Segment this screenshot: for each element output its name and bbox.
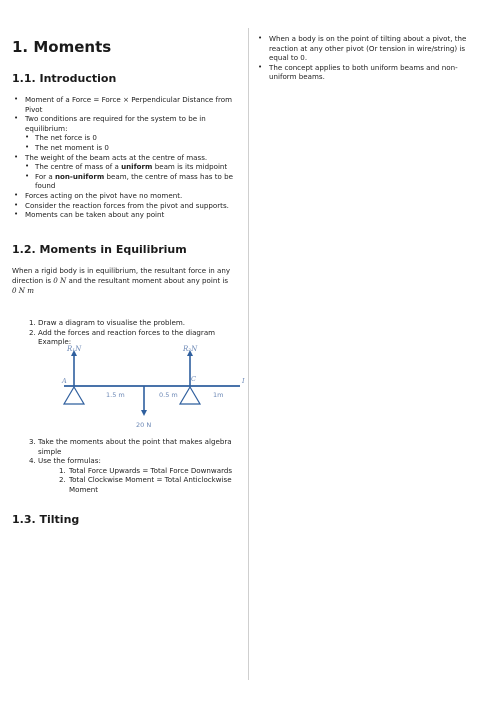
label-point-a: A [62,377,67,385]
list-item: 2. Total Clockwise Moment = Total Anticlockwise Moment [59,475,232,494]
list-item: • The concept applies to both uniform beams and non-uniform beams. [256,63,477,82]
list-item: 4. Use the formulas: [29,456,101,466]
label-weight: 20 N [136,421,152,429]
page-title: 1. Moments [12,38,112,56]
list-item: • When a body is on the point of tilting about a pivot, the reaction at any other pivot (Or tension in wire/string) is equal to 0. [256,34,477,63]
list-item: • The net moment is 0 [12,143,238,153]
tilting-list [256,34,480,82]
list-item: • For a non-uniform beam, the centre of mass has to be found [12,172,238,191]
list-item: • The net force is 0 [12,133,238,143]
list-item: 3. Take the moments about the point that makes algebra simple [29,437,232,456]
list-item: 2. Add the forces and reaction forces to the diagram [29,327,216,337]
pivot-a [64,387,84,404]
section-title-tilting: 1.3. Tilting [12,513,80,526]
label-point-c: C [191,375,196,383]
beam-diagram [12,343,252,433]
label-point-end: I [242,377,245,385]
example-label: Example: [38,337,72,347]
pivot-c [180,387,200,404]
list-item: • Moments can be taken about any point [12,210,238,220]
list-item: • Consider the reaction forces from the pivot and supports. [12,201,238,211]
list-item: • Two conditions are required for the system to be in equilibrium: [12,114,238,133]
equilibrium-paragraph: When a rigid body is in equilibrium, the resultant force in any direction is 0 N and the resultant moment about any point is 0 N m [12,266,231,295]
label-distance-3: 1m [213,391,224,399]
list-item: 1. Draw a diagram to visualise the problem. [29,318,185,327]
label-distance-2: 0.5 m [159,391,178,399]
list-item: • Forces acting on the pivot have no moment. [12,191,238,201]
label-distance-1: 1.5 m [106,391,125,399]
weight-arrowhead [141,410,147,416]
list-item: • The weight of the beam acts at the centre of mass. [12,153,238,163]
list-item: 1. Total Force Upwards = Total Force Downwards [59,465,233,475]
label-r2: R₂N [183,345,198,353]
list-item: • Moment of a Force = Force × Perpendicular Distance from Pivot [12,95,238,114]
label-r1: R₁N [67,345,82,353]
introduction-list [12,95,238,220]
list-item: • The centre of mass of a uniform beam is its midpoint [12,162,238,172]
right-column [256,34,480,82]
section-title-equilibrium: 1.2. Moments in Equilibrium [12,243,187,256]
section-title-introduction: 1.1. Introduction [12,72,117,85]
equilibrium-steps-continued [12,437,238,495]
